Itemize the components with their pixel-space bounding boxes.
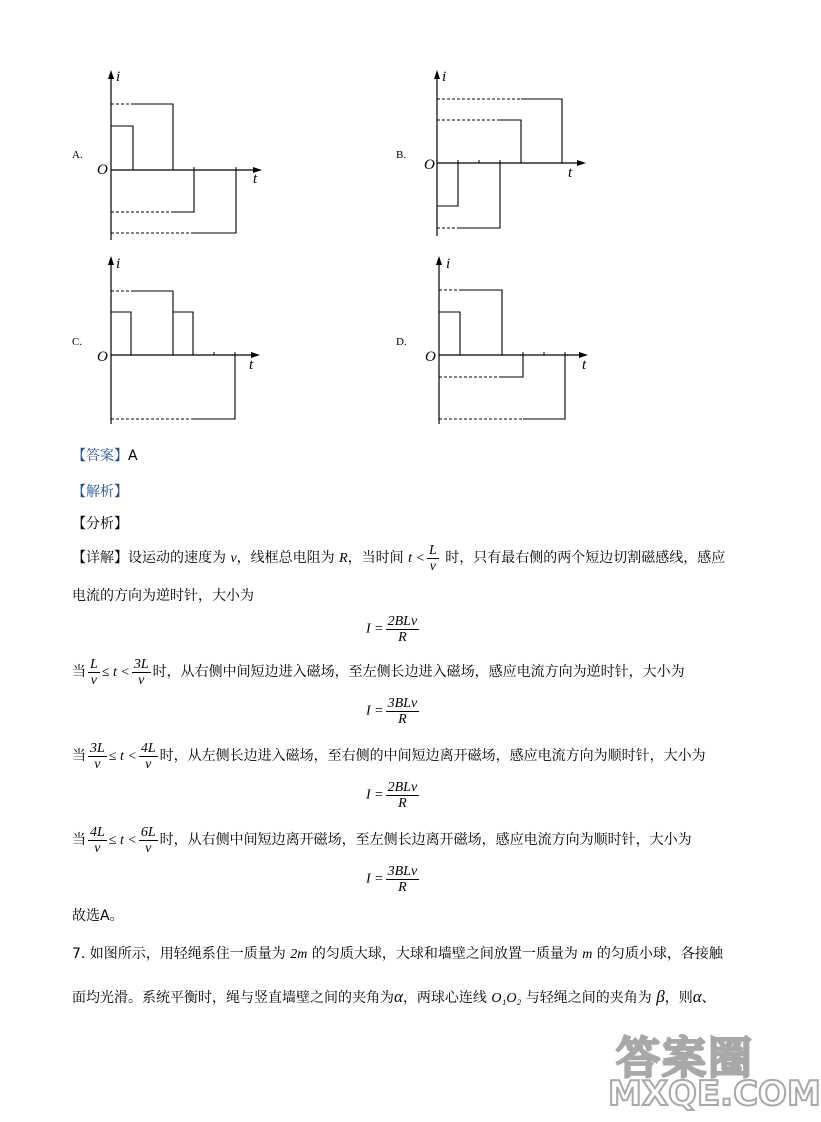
eq-frac: [386, 696, 420, 727]
interval-text: 时，从左侧长边进入磁场，至右侧的中间短边离开磁场，感应电流方向为顺时针，大小为: [159, 748, 706, 764]
var-v: v: [230, 551, 237, 566]
q7-mass-big: 2m: [290, 947, 308, 962]
graph-b-t-label: t: [568, 165, 573, 181]
detail-text-d: 时，只有最右侧的两个短边切割磁感线，感应: [440, 550, 726, 566]
eq-lhs: I =: [366, 871, 384, 887]
conclusion-line: [72, 906, 124, 926]
frac-num: 3L: [90, 740, 105, 756]
eq-frac: [386, 614, 420, 645]
frac-den: v: [94, 840, 101, 856]
watermark-logo: [608, 1022, 821, 1118]
frac-num: 6L: [140, 824, 156, 840]
frac-num: 2BLv: [387, 614, 418, 629]
frac-den: R: [398, 712, 407, 727]
detail-text-c: ，当时间: [347, 550, 409, 566]
option-b-label: B.: [396, 149, 407, 161]
graph-a-origin: O: [97, 162, 108, 178]
interval-prefix: 当: [72, 664, 86, 680]
frac-num: 3L: [133, 656, 149, 672]
q7-text-e: ，两球心连线: [402, 990, 492, 1006]
detail-text-b: ，线框总电阻为: [236, 550, 340, 566]
graph-b: [416, 66, 596, 246]
equation-3: [366, 780, 421, 811]
option-d-label: D.: [396, 336, 407, 348]
option-c-label: C.: [72, 336, 83, 348]
answer-value: A: [128, 448, 138, 464]
watermark-bottom: MXQE.COM: [608, 1074, 821, 1114]
graph-c: [90, 252, 270, 432]
q7-mass-small: m: [582, 947, 593, 962]
fenxi-tag: 【分析】: [72, 516, 128, 532]
q7-o1o2: O₁O₂: [491, 991, 522, 1006]
interval-line-3: [72, 820, 692, 861]
detail-line-1: [72, 538, 725, 579]
interval-frac-low: [88, 741, 107, 772]
interval-frac-low: [88, 657, 100, 688]
frac-den: v: [94, 756, 101, 772]
frac-den: v: [145, 756, 152, 772]
q7-beta: β: [656, 987, 665, 1006]
graph-d-origin: O: [425, 349, 436, 365]
graph-b-origin: O: [424, 157, 435, 173]
graph-d-y-label: i: [446, 256, 451, 272]
interval-prefix: 当: [72, 832, 86, 848]
q7-text-g: ，则: [664, 990, 693, 1006]
question7-line-2: [72, 987, 716, 1009]
equation-4: [366, 864, 421, 895]
answer-tag: 【答案】: [72, 448, 128, 464]
q7-text-h: 、: [701, 990, 716, 1006]
detail-text-a: 设运动的速度为: [128, 550, 231, 566]
frac-num: L: [90, 656, 98, 672]
q7-alpha-2: α: [692, 987, 702, 1006]
frac-num: L: [428, 542, 437, 558]
detail-line-2: [72, 586, 254, 606]
interval-frac-high: [132, 657, 151, 688]
frac-den: R: [398, 630, 407, 645]
interval-relation: ≤ t <: [108, 833, 137, 848]
conclusion-text: 故选A。: [72, 908, 124, 924]
var-r: R: [339, 551, 348, 566]
fenxi-line: [72, 514, 128, 534]
frac-num: 3BLv: [387, 696, 418, 711]
analysis-line: [72, 482, 128, 502]
equation-1: [366, 614, 421, 645]
interval-text: 时，从右侧中间短边进入磁场，至左侧长边进入磁场，感应电流方向为逆时针，大小为: [152, 664, 685, 680]
q7-alpha: α: [394, 987, 403, 1006]
watermark-top: 答案圈: [616, 1033, 754, 1084]
analysis-tag: 【解析】: [72, 484, 128, 500]
frac-den: v: [145, 840, 152, 856]
eq-lhs: I =: [366, 621, 384, 637]
eq-lhs: I =: [366, 787, 384, 803]
frac-num: 2BLv: [387, 780, 418, 795]
interval-prefix: 当: [72, 748, 86, 764]
interval-relation: ≤ t <: [108, 749, 137, 764]
graph-c-y-label: i: [116, 256, 121, 272]
option-a-label: A.: [72, 149, 83, 161]
equation-2: [366, 696, 421, 727]
frac-num: 4L: [90, 824, 105, 840]
question7-line-1: [72, 944, 723, 965]
fraction-l-over-v: [427, 543, 439, 574]
graph-c-origin: O: [97, 349, 108, 365]
interval-frac-low: [88, 825, 107, 856]
q7-text-f: 与轻绳之间的夹角为: [521, 990, 657, 1006]
t-less-than: t <: [408, 551, 425, 566]
graph-c-t-label: t: [249, 357, 254, 373]
q7-text-a: 7. 如图所示，用轻绳系住一质量为: [72, 946, 291, 962]
frac-num: 4L: [140, 740, 156, 756]
interval-frac-high: [139, 825, 158, 856]
graph-a-t-label: t: [253, 171, 258, 187]
q7-text-d: 面均光滑。系统平衡时，绳与竖直墙壁之间的夹角为: [72, 990, 394, 1006]
graph-d-t-label: t: [582, 357, 587, 373]
eq-frac: [386, 780, 420, 811]
frac-den: v: [90, 672, 97, 688]
interval-frac-high: [139, 741, 158, 772]
interval-line-2: [72, 736, 706, 777]
graph-a-y-label: i: [116, 69, 121, 85]
frac-den: R: [398, 796, 407, 811]
detail-tag: 【详解】: [72, 550, 128, 566]
detail-text-line2: 电流的方向为逆时针，大小为: [72, 588, 254, 604]
graph-a: [90, 66, 270, 246]
eq-lhs: I =: [366, 703, 384, 719]
frac-num: 3BLv: [387, 864, 418, 879]
answer-line: [72, 446, 138, 466]
graph-d: [418, 252, 598, 432]
interval-text: 时，从右侧中间短边离开磁场，至左侧长边离开磁场，感应电流方向为顺时针，大小为: [159, 832, 692, 848]
q7-text-b: 的匀质大球，大球和墙壁之间放置一质量为: [307, 946, 583, 962]
frac-den: R: [398, 880, 407, 895]
graph-b-y-label: i: [442, 69, 447, 85]
q7-text-c: 的匀质小球，各接触: [592, 946, 723, 962]
frac-den: v: [138, 672, 145, 688]
eq-frac: [386, 864, 420, 895]
frac-den: v: [429, 558, 436, 574]
interval-relation: ≤ t <: [101, 665, 130, 680]
interval-line-1: [72, 652, 685, 693]
